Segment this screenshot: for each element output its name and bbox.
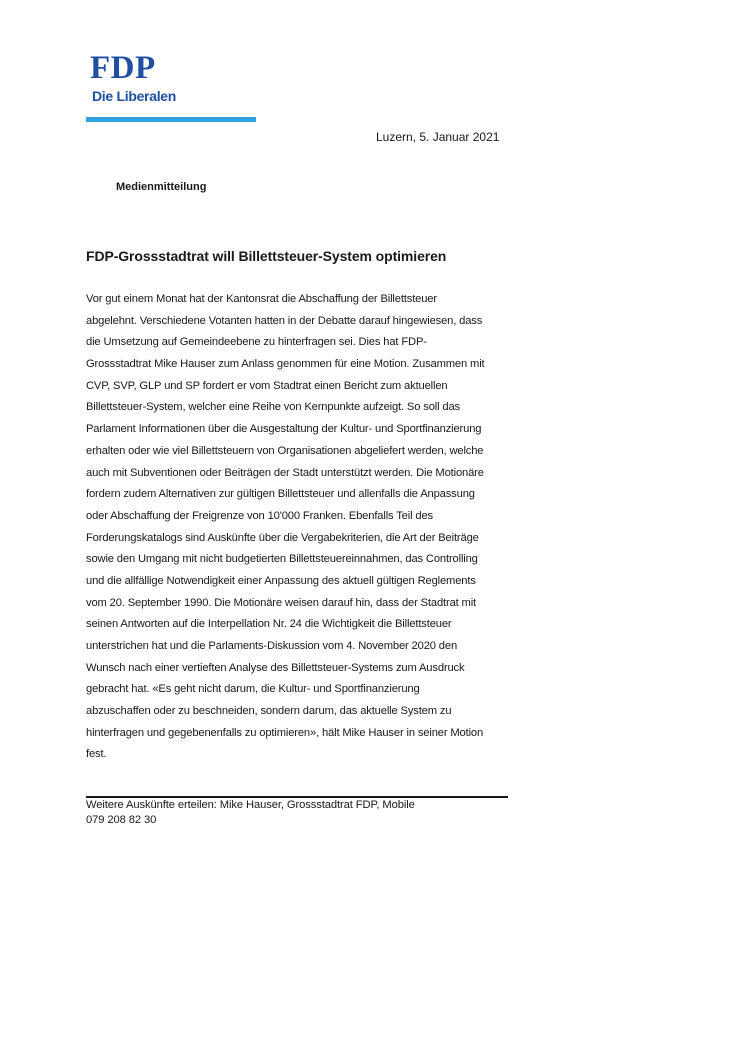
logo-tagline: Die Liberalen [92,88,177,104]
body-line: hinterfragen und gegebenenfalls zu optimieren», hält Mike Hauser in seiner Motion [86,726,484,739]
body-line: Vor gut einem Monat hat der Kantonsrat die Abschaffung der Billettsteuer [86,293,437,305]
body-line: Parlament Informationen über die Ausgestaltung der Kultur- und Sportfinanzierung [86,423,482,436]
logo-wordmark: FDP [90,50,156,86]
body-line: Billettsteuer-System, welcher eine Reihe von Kernpunkte aufzeigt. So soll das [86,401,460,414]
body-paragraph [86,289,556,766]
body-line: Forderungskatalogs sind Auskünfte über die Vergabekriterien, die Art der Beiträge [86,531,479,544]
body-line: gebracht hat. «Es geht nicht darum, die Kultur- und Sportfinanzierung [86,683,420,696]
body-line: erhalten oder wie viel Billettsteuern von Organisationen abgeliefert werden, welche [86,444,484,457]
body-line: abzuschaffen oder zu beschneiden, sondern darum, das aktuelle System zu [86,705,452,718]
fdp-logo [88,52,258,104]
body-line: die Umsetzung auf Gemeindeebene zu hinterfragen sei. Dies hat FDP- [86,336,427,349]
body-line: vom 20. September 1990. Die Motionäre weisen darauf hin, dass der Stadtrat mit [86,596,477,609]
footer-contact [86,798,526,828]
body-line: auch mit Subventionen oder Beiträgen der Stadt unterstützt werden. Die Motionäre [86,466,484,479]
body-line: fordern zudem Alternativen zur gültigen Billettsteuer und allenfalls die Anpassung [86,488,475,501]
body-line: unterstrichen hat und die Parlaments-Diskussion vom 4. November 2020 den [86,640,458,652]
body-line: fest. [86,748,107,761]
body-line: seinen Antworten auf die Interpellation Nr. 24 die Wichtigkeit die Billettsteuer [86,618,452,631]
body-line: CVP, SVP, GLP und SP fordert er vom Stadtrat einen Bericht zum aktuellen [86,379,448,392]
body-line: abgelehnt. Verschiedene Votanten hatten in der Debatte darauf hingewiesen, dass [86,314,483,327]
contact-phone: 079 208 82 30 [86,814,157,826]
body-line: oder Abschaffung der Freigrenze von 10'000 Franken. Ebenfalls Teil des [86,509,433,522]
place-date: Luzern, 5. Januar 2021 [376,130,500,144]
logo-accent-bar [86,117,256,122]
body-line: sowie den Umgang mit nicht budgetierten Billettsteuereinnahmen, das Controlling [86,553,478,566]
contact-info-line: Weitere Auskünfte erteilen: Mike Hauser, Grossstadtrat FDP, Mobile [86,799,415,811]
body-line: Grossstadtrat Mike Hauser zum Anlass genommen für eine Motion. Zusammen mit [86,358,485,371]
body-line: und die allfällige Notwendigkeit einer Anpassung des aktuell gültigen Reglements [86,574,476,587]
press-release-headline: FDP-Grossstadtrat will Billettsteuer-System optimieren [86,248,447,264]
body-line: Wunsch nach einer vertieften Analyse des Billettsteuer-Systems zum Ausdruck [86,661,465,674]
document-type-label: Medienmitteilung [116,181,207,193]
